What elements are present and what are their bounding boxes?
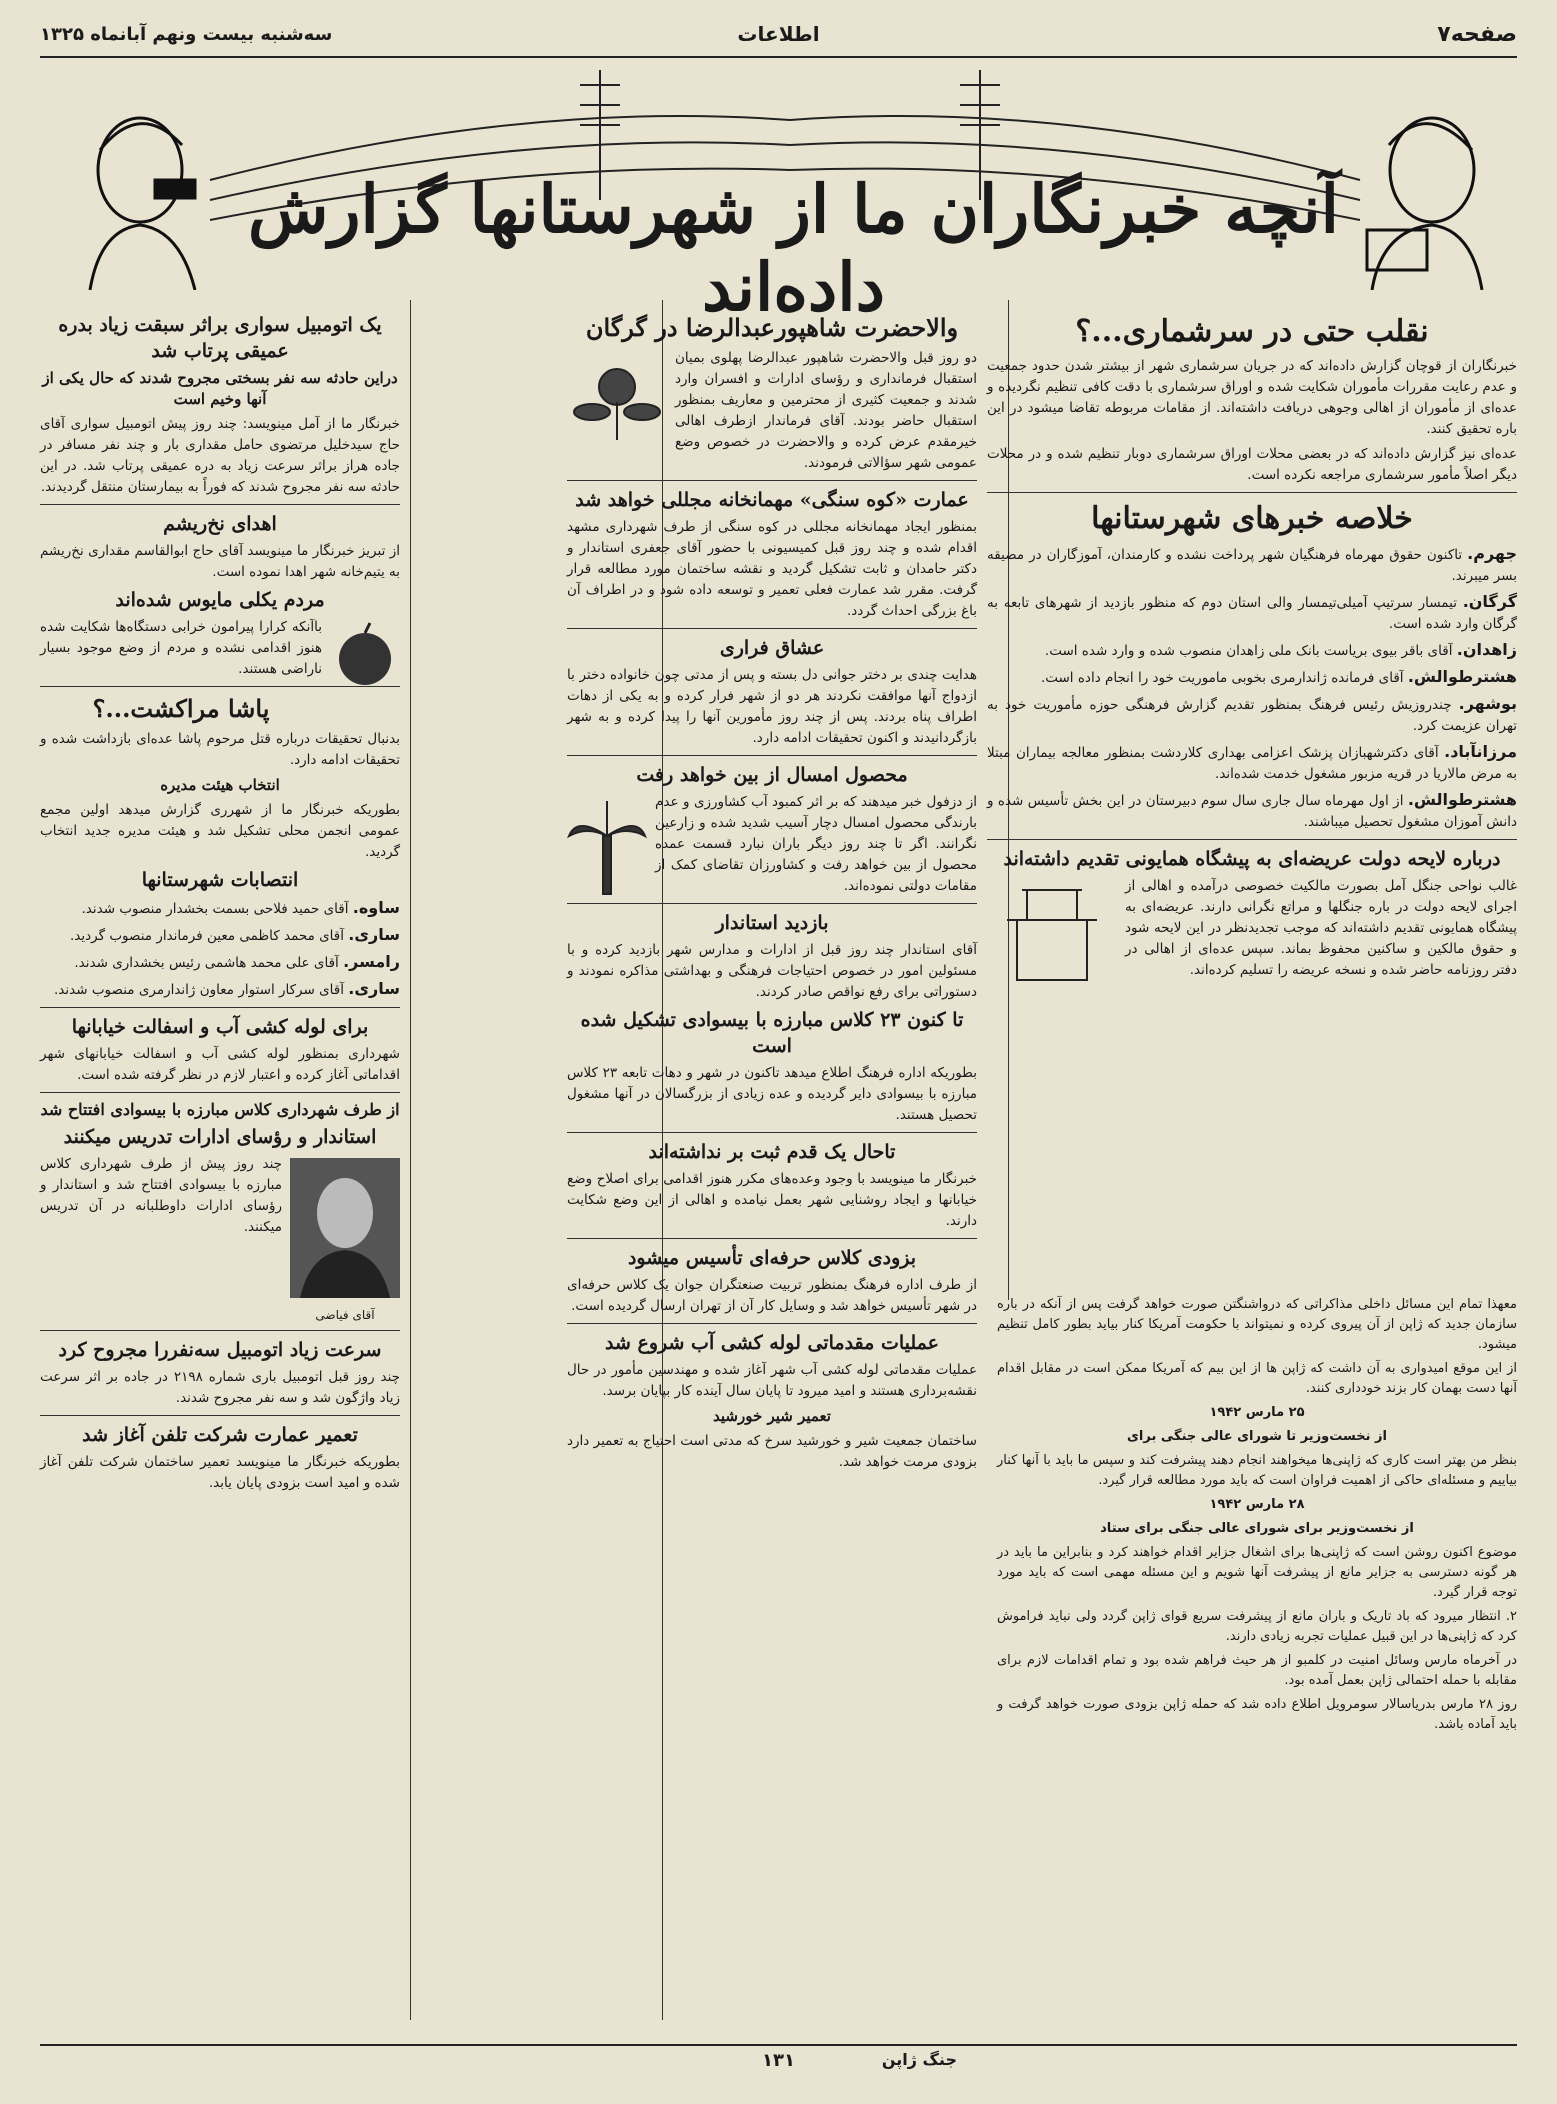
headline-harvest: محصول امسال از بین خواهد رفت [636, 764, 908, 786]
headline-silk-donation: اهدای نخ‌ریشم [163, 513, 277, 535]
headline-municipal-class: از طرف شهرداری کلاس مبارزه با بیسوادی افتتاح شد [40, 1100, 400, 1119]
summary-item: مرزانآباد. آقای دکترشهبازان پزشک اعزامی بهداری کلاردشت بمنظور معالجه بیماران مبتلا به مرض مالاریا در قریه مزبور مشغول خدمت شده‌اند. [987, 742, 1517, 782]
headline-no-step: تاحال یک قدم ثبت بر نداشته‌اند [648, 1141, 896, 1163]
divider [40, 504, 400, 505]
divider [567, 1323, 977, 1324]
article-text: شهرداری بمنظور لوله کشی آب و اسفالت خیابانهای شهر اقداماتی آغاز کرده و اعتبار لازم در نظر گرفته شده است. [40, 1046, 400, 1083]
article-text: چند روز قبل اتومبیل باری شماره ۲۱۹۸ در جاده بر اثر سرعت زیاد واژگون شد و سه نفر مجروح شدند. [40, 1369, 400, 1406]
article-text: بمنظور ایجاد مهمانخانه مجللی در کوه سنگی از طرف شهرداری مشهد اقدام شده و چند روز قبل کمیسیونی با حضور آقای جعفری استاندار و دکتر حامدان و ثابت تشکیل گردید و نقشه ساختمان مورد مطالعه قرار گرفت. مقرر شد عمارت فعلی تعمیر و توسعه داده شود و در اطراف آن باغ بزرگی احداث گردد. [567, 519, 977, 619]
headline-literacy-classes: تا کنون ۲۳ کلاس مبارزه با بیسوادی تشکیل شده است [580, 1009, 964, 1057]
headline-vocational-class: بزودی کلاس حرفه‌ای تأسیس میشود [627, 1247, 917, 1269]
divider [40, 1330, 400, 1331]
journalist-portrait-right [1357, 100, 1507, 290]
divider [987, 839, 1517, 840]
article-text: بطوریکه اداره فرهنگ اطلاع میدهد تاکنون در شهر و دهات تابعه ۲۳ کلاس مبارزه با بیسوادی دایر گردیده و عده زیادی از بزرگسالان در آنها مشغول تحصیل هستند. [567, 1065, 977, 1123]
journalist-portrait-left [60, 100, 210, 290]
article-text: روز ۲۸ مارس بدریاسالار سومرویل اطلاع داده شد که حمله ژاپن بزودی صورت خواهد گرفت و باید آماده باشد. [997, 1697, 1517, 1732]
article-text: بنظر من بهتر است کاری که ژاپنی‌ها میخواهند انجام دهند پیشرفت کند و سپس ما باید با آنها کنار بیاییم و مسئله‌ای حاکی از اهمیت فراوان است که باید مورد مطالعه قرار گیرد. [997, 1453, 1517, 1488]
subhead: از نخست‌وزیر تا شورای عالی جنگی برای [1127, 1429, 1387, 1444]
subheadline-car-crash: دراین حادثه سه نفر بسختی مجروح شدند که حال یکی از آنها وخیم است [42, 369, 398, 408]
article-text: از دزفول خبر میدهند که بر اثر کمبود آب کشاورزی و عدم بارندگی محصول امسال دچار آسیب شدید شده و زارعین نگرانند. اگر تا چند روز دیگر باران نبارد قسمت عمده محصول از بین خواهد رفت و کشاورزان تقاضای کمک از مقامات دولتی نموده‌اند. [655, 794, 977, 894]
headline-board-election: انتخاب هیئت مدیره [160, 776, 280, 794]
banner [40, 60, 1517, 326]
date-line: ۲۸ مارس ۱۹۴۲ [1209, 1497, 1305, 1512]
article-text: از تبریز خبرنگار ما مینویسد آقای حاج ابوالقاسم مقداری نخ‌ریشم به یتیم‌خانه شهر اهدا نموده است. [40, 543, 400, 580]
date-line: ۲۵ مارس ۱۹۴۲ [1209, 1405, 1305, 1420]
article-text: آقای استاندار چند روز قبل از ادارات و مدارس شهر بازدید کرده و با مسئولین امور در خصوص احتیاجات فرهنگی و بهداشتی مذاکره نمودند و دستوراتی برای رفع نواقص صادر کردند. [567, 942, 977, 1000]
headline-prince-gorgan: والاحضرت شاهپورعبدالرضا در گرگان [585, 313, 959, 342]
article-text: غالب نواحی جنگل آمل بصورت مالکیت خصوصی درآمده و اهالی از اجرای لایحه دولت در باره جنگلها و مراتع نگرانی دارند. عریضه‌ای به پیشگاه همایونی تقدیم داشته‌اند که موجب تجدیدنظر در این لایحه شود و حقوق مالکین و ساکنین محفوظ بماند. سپس عده‌ای از اهالی در دفتر روزنامه حاضر شده و نسخه عریضه را تسلیم کرده‌اند. [1125, 878, 1517, 978]
issue-date: سه‌شنبه بیست ونهم آبانماه ۱۳۲۵ [40, 24, 333, 45]
appointment-item: رامسر. آقای علی محمد هاشمی رئیس بخشداری شدند. [74, 952, 400, 971]
headline-kooh-sangi: عمارت «کوه سنگی» مهمانخانه مجللی خواهد شد [575, 489, 969, 511]
summary-item: زاهدان. آقای باقر بیوی بریاست بانک ملی زاهدان منصوب شده و وارد شده است. [1044, 640, 1517, 659]
headline-provinces-summary: خلاصه خبرهای شهرستانها [1091, 501, 1413, 536]
article-text: از این موقع امیدواری به آن داشت که ژاپن ها از این بیم که آمریکا ممکن است در مقابل اقدام آنها دست بهمان کار بزند خودداری کنند. [997, 1361, 1517, 1396]
flower-illustration [567, 352, 667, 442]
headline-street-paving: برای لوله کشی آب و اسفالت خیابانها [71, 1016, 369, 1038]
article-text: بطوریکه خبرنگار ما مینویسد تعمیر ساختمان شرکت تلفن آغاز شده و امید است بزودی پایان یابد. [40, 1454, 400, 1491]
article-text: بطوریکه خبرنگار ما از شهرری گزارش میدهد اولین مجمع عمومی انجمن محلی تشکیل شد و هیئت مدیره جدید انتخاب گردید. [40, 802, 400, 860]
column-war-excerpt [997, 1295, 1517, 1739]
divider [567, 1238, 977, 1239]
article-text: موضوع اکنون روشن است که ژاپنی‌ها برای اشغال جزایر اقدام خواهند کرد و بنابراین ما باید در هر گونه دسترسی به جزایر مانع از پیشرفت آنها شویم و این مسئله مهمی است که باید مورد توجه قرار گیرد. [997, 1545, 1517, 1600]
page-label: صفحه۷ [1437, 22, 1517, 47]
article-text: دو روز قبل والاحضرت شاهپور عبدالرضا پهلوی بمیان استقبال فرمانداری و رؤسای ادارات و افسران وارد شدند و جمعیت کثیری از محترمین و معاریف بمنظور استقبال حاضر بودند. آقای فرماندار ازطرف اهالی خیرمقدم عرض کرده و والاحضرت در خصوص وضع عمومی شهر سؤالاتی فرمودند. [675, 350, 977, 471]
well-illustration [987, 880, 1117, 990]
headline-water-pipes: عملیات مقدماتی لوله کشی آب شروع شد [605, 1332, 939, 1354]
summary-item: جهرم. تاکنون حقوق مهرماه فرهنگیان شهر پرداخت نشده و کارمندان، آموزگاران در مضیقه بسر میبرند. [987, 544, 1517, 584]
appointment-item: ساری. آقای محمد کاظمی معین فرماندار منصوب گردید. [70, 925, 400, 944]
divider [40, 1092, 400, 1093]
article-text: عملیات مقدماتی لوله کشی آب شهر آغاز شده و مهندسین مأمور در حال نقشه‌برداری هستند و امید میرود تا پایان سال آینده کار بپایان برسد. [567, 1362, 977, 1399]
summary-item: هشترطوالش. آقای فرمانده ژاندارمری بخوبی ماموریت خود را انجام داده است. [1040, 667, 1517, 686]
summary-item: بوشهر. چندروزیش رئیس فرهنگ بمنظور تقدیم گزارش فرهنگی حوزه مأموریت خود به تهران عزیمت کرد. [987, 694, 1517, 734]
headline-runaway-lovers: عشاق فراری [719, 637, 825, 659]
article-text: از طرف اداره فرهنگ بمنظور تربیت صنعتگران جوان یک کلاس حرفه‌ای در شهر تأسیس خواهد شد و وسایل کار آن از تهران ارسال گردیده است. [567, 1277, 977, 1314]
appointment-item: ساری. آقای سرکار استوار معاون ژاندارمری منصوب شدند. [54, 979, 400, 998]
divider [567, 903, 977, 904]
divider [567, 628, 977, 629]
footer-section: جنگ ژاپن [881, 2050, 957, 2069]
divider [567, 1132, 977, 1133]
paper-name: اطلاعات [737, 22, 820, 46]
subheadline-municipal-class: استاندار و رؤسای ادارات تدریس میکنند [63, 1126, 377, 1148]
headline-census: نقلب حتی در سرشماری...؟ [1075, 314, 1429, 349]
column-left [40, 308, 400, 1498]
article-text: در آخرماه مارس وسائل امنیت در کلمبو از هر حیث فراهم شده بود و تمام اقدامات لازم برای مقابله با حمله احتمالی ژاپن بعمل آمده بود. [997, 1653, 1517, 1688]
divider [567, 480, 977, 481]
article-text: عده‌ای نیز گزارش داده‌اند که در بعضی محلات اوراق سرشماری دوبار تنظیم شده و در محلات دیگر اصلاً مأمور سرشماری مراجعه نکرده است. [987, 446, 1517, 483]
column-divider [410, 300, 411, 2020]
subhead: از نخست‌وزیر برای شورای عالی جنگی برای ستاد [1100, 1521, 1414, 1536]
divider [40, 1007, 400, 1008]
headline-speeding-car: سرعت زیاد اتومبیل سه‌نفررا مجروح کرد [58, 1339, 382, 1361]
headline-petition: درباره لایحه دولت عریضه‌ای به پیشگاه همایونی تقدیم داشته‌اند [1003, 848, 1501, 870]
summary-item: هشترطوالش. از اول مهرماه سال جاری سال سوم دبیرستان در این بخش تأسیس شده و دانش آموزان مشغول تحصیل میباشند. [987, 790, 1517, 830]
column-middle [567, 308, 977, 1477]
article-text: هدایت چندی بر دختر جوانی دل بسته و پس از مدتی چون خانواده دختر با ازدواج آنها موافقت نکردند هر دو از شهر فرار کرده و به یکی از دهات اطراف پناه بردند. پس از چند روز مأمورین آنها را پیدا کرده و به شهر بازگردانیدند و اکنون تحقیقات ادامه دارد. [567, 667, 977, 746]
page-footer [40, 2044, 1517, 2076]
headline-red-lion-sun: تعمیر شیر خورشید [713, 1407, 831, 1425]
headline-appointments: انتصابات شهرستانها [141, 869, 299, 891]
headline-telephone-building: تعمیر عمارت شرکت تلفن آغاز شد [82, 1424, 358, 1446]
article-text: خبرنگاران از قوچان گزارش داده‌اند که در جریان سرشماری شهر از بیشتر شدن حدود جمعیت و عدم رعایت مقررات مأموران شکایت شده و اوراق سرشماری با دقت کافی تنظیم نگردیده و عده‌ای از مأموران از اهالی وجوهی دریافت داشته‌اند. از مقامات مربوطه تقاضا میشود در این باره تحقیق کنند. [987, 358, 1517, 437]
headline-car-crash: یک اتومبیل سواری براثر سبقت زیاد بدره عمیقی پرتاب شد [58, 314, 382, 362]
man-photo [290, 1158, 400, 1298]
headline-pasha: پاشا مراکشت...؟ [92, 694, 270, 723]
headline-disappointed: مردم یکلی مایوس شده‌اند [115, 589, 325, 611]
fruit-illustration [330, 621, 400, 691]
banner-title: آنچه خبرنگاران ما از شهرستانها گزارش داده‌اند [248, 170, 1339, 326]
palm-tree-illustration [567, 796, 647, 896]
article-text: ۲. انتظار میرود که باد تاریک و باران مانع از پیشرفت سریع قوای ژاپن گردد ولی نباید فراموش کرد که ژاپنی‌ها در این قبیل عملیات تجربه زیادی دارند. [997, 1609, 1517, 1644]
article-text: چند روز پیش از طرف شهرداری کلاس مبارزه با بیسوادی افتتاح شد و استاندار و رؤسای ادارات داوطلبانه در آن تدریس میکنند. [40, 1156, 282, 1235]
divider [567, 755, 977, 756]
article-text: بدنبال تحقیقات درباره قتل مرحوم پاشا عده‌ای بازداشت شده و تحقیقات ادامه دارد. [40, 731, 400, 768]
photo-caption: آقای فیاضی [315, 1308, 375, 1322]
masthead [40, 18, 1517, 58]
article-text: معهذا تمام این مسائل داخلی مذاکراتی که درواشنگتن صورت خواهد گرفت پس از آنکه در باره سازمان جدید که ژاپن از آن پیروی کرده و نمیتواند با حکومت آمریکا کنار بیاید بطور کامل تنظیم میشود. [997, 1297, 1517, 1352]
headline-governor-visit: بازدید استاندار [715, 912, 829, 934]
portrait-photo [290, 1158, 400, 1326]
summary-item: گرگان. تیمسار سرتیپ آمیلی‌تیمسار والی استان دوم که منظور بازدید از شهرهای تابعه به گرگان وارد شده است. [987, 592, 1517, 632]
appointment-item: ساوه. آقای حمید فلاحی بسمت بخشدار منصوب شدند. [81, 898, 400, 917]
divider [987, 492, 1517, 493]
column-right [987, 308, 1517, 994]
article-text: ساختمان جمعیت شیر و خورشید سرخ که مدتی است احتیاج به تعمیر دارد بزودی مرمت خواهد شد. [567, 1433, 977, 1470]
article-text: خبرنگار ما از آمل مینویسد: چند روز پیش اتومبیل سواری آقای حاج سیدخلیل مرتضوی حامل مقداری بار و چند نفر مسافر در جاده هراز براثر سرعت زیاد به دره عمیقی پرتاب شد. در این حادثه سه نفر مجروح شدند که فوراً به بیمارستان منتقل گردیدند. [40, 416, 400, 495]
article-text: خبرنگار ما مینویسد با وجود وعده‌های مکرر هنوز اقدامی برای اصلاح وضع خیابانها و ایجاد روشنایی شهر بعمل نیامده و اهالی از این وضع شکایت دارند. [567, 1171, 977, 1229]
page-number: ۱۳۱ [762, 2050, 795, 2071]
divider [40, 1415, 400, 1416]
article-text: باآنکه کرارا پیرامون خرابی دستگاه‌ها شکایت شده هنوز اقدامی نشده و مردم از وضع موجود بسیار ناراضی هستند. [40, 619, 322, 677]
